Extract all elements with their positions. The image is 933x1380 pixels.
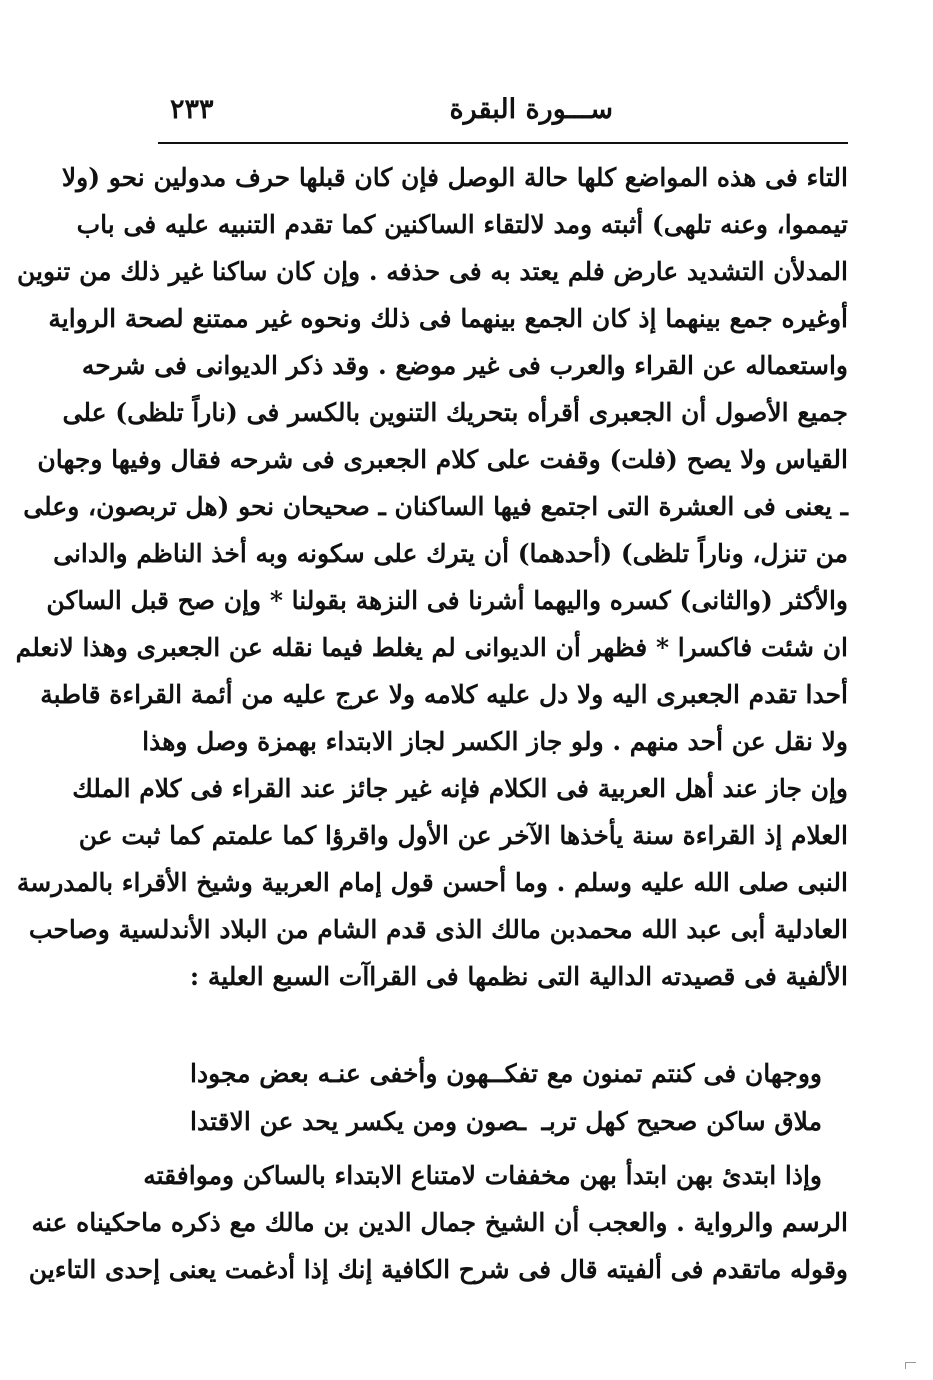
text-line: جميع الأصول أن الجعبرى أقرأه بتحريك التنوين بالكسر فى (ناراً تلظى) على — [62, 398, 848, 427]
text-line: واستعماله عن القراء والعرب فى غير موضع . وقد ذكر الديوانى فى شرحه — [81, 351, 848, 380]
text-line: من تنزل، وناراً تلظى) (أحدهما) أن يترك على سكونه وبه أخذ الناظم والدانى — [53, 539, 848, 568]
text-line: أحدا تقدم الجعبرى اليه ولا دل عليه كلامه ولا عرج عليه من أئمة القراءة قاطبة — [40, 680, 848, 709]
text-line: تيمموا، وعنه تلهى) أثبته ومد لالتقاء الساكنين كما تقدم التنبيه عليه فى باب — [76, 210, 848, 239]
header-rule — [158, 142, 848, 144]
text-line: وإذا ابتدئ بهن ابتدأ بهن مخففات لامتناع الابتداء بالساكن وموافقته — [143, 1161, 822, 1190]
text-line: القياس ولا يصح (فلت) وقفت على كلام الجعبرى فى شرحه فقال وفيها وجهان — [37, 445, 848, 474]
body-text-top — [15, 154, 848, 1000]
text-line: المدلأن التشديد عارض فلم يعتد به فى حذفه . وإن كان ساكنا غير ذلك من تنوين — [16, 257, 848, 286]
text-line: وقوله ماتقدم فى ألفيته قال فى شرح الكافية إنك إذا أدغمت يعنى إحدى التاءين — [28, 1255, 848, 1284]
text-line: ولا نقل عن أحد منهم . ولو جاز الكسر لجاز الابتداء بهمزة وصل وهذا — [142, 727, 848, 756]
body-text-bottom — [28, 1152, 848, 1293]
text-line: أوغيره جمع بينهما إذ كان الجمع بينهما فى ذلك ونحوه غير ممتنع لصحة الرواية — [48, 304, 848, 333]
page-header — [158, 92, 848, 142]
surah-title: ســـورة البقرة — [449, 94, 613, 125]
poem-verses — [158, 1050, 848, 1146]
text-line: ان شئت فاكسرا * فظهر أن الديوانى لم يغلط فيما نقله عن الجعبرى وهذا لانعلم — [15, 633, 848, 662]
verse-second-hemistich: ـصون ومن يكسر يحد عن الاقتدا — [190, 1107, 527, 1136]
text-line: التاء فى هذه المواضع كلها حالة الوصل فإن كان قبلها حرف مدولين نحو (ولا — [61, 163, 848, 192]
text-line: وإن جاز عند أهل العربية فى الكلام فإنه غير جائز عند القراء فى كلام الملك — [72, 774, 848, 803]
text-line: العادلية أبى عبد الله محمدبن مالك الذى قدم الشام من البلاد الأندلسية وصاحب — [28, 915, 848, 944]
verse-second-hemistich: ـهون وأخفى عنـه بعض مجودا — [190, 1059, 497, 1088]
text-line: النبى صلى الله عليه وسلم . وما أحسن قول إمام العربية وشيخ الأقراء بالمدرسة — [16, 868, 848, 897]
text-line: الألفية فى قصيدته الدالية التى نظمها فى القراآت السبع العلية : — [189, 962, 848, 991]
poem-verse — [158, 1098, 848, 1146]
poem-verse — [158, 1050, 848, 1098]
text-line: ـ يعنى فى العشرة التى اجتمع فيها الساكنان ـ صحيحان نحو (هل تربصون، وعلى — [23, 492, 848, 521]
scan-corner-mark — [905, 1362, 916, 1369]
text-line: والأكثر (والثانى) كسره واليهما أشرنا فى النزهة بقولنا * وإن صح قبل الساكن — [46, 586, 848, 615]
text-line: الرسم والرواية . والعجب أن الشيخ جمال الدين بن مالك مع ذكره ماحكيناه عنه — [31, 1208, 848, 1237]
verse-first-hemistich: ملاق ساكن صحيح كهل تربـ — [541, 1107, 822, 1136]
text-line: العلام إذ القراءة سنة يأخذها الآخر عن الأول واقرؤا كما علمتم كما ثبت عن — [78, 821, 848, 850]
verse-first-hemistich: ووجهان فى كنتم تمنون مع تفكـ — [497, 1059, 822, 1088]
page-number: ٢٣٣ — [170, 94, 214, 125]
